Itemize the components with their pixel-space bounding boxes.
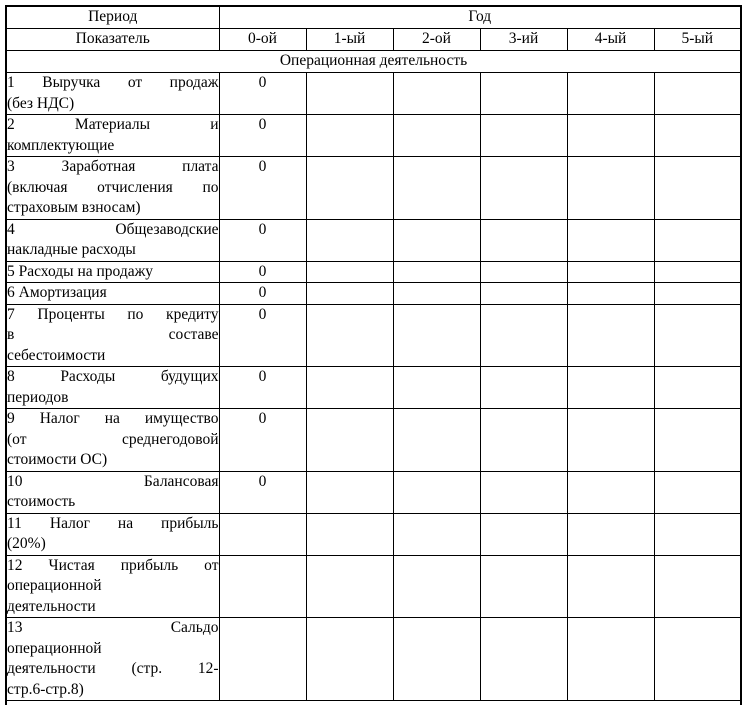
value-cell — [567, 283, 654, 305]
value-cell — [306, 219, 393, 261]
value-cell — [654, 513, 741, 555]
operational-activity-table — [5, 5, 742, 705]
year-header-cell: Год — [219, 6, 741, 29]
value-cell — [393, 409, 480, 472]
value-cell: 0 — [219, 409, 306, 472]
table-footer — [6, 701, 741, 705]
table-row — [6, 367, 741, 409]
value-cell — [480, 283, 567, 305]
value-cell — [393, 304, 480, 367]
table-row — [6, 283, 741, 305]
value-cell — [306, 618, 393, 701]
value-cell — [567, 555, 654, 618]
row-label: 7 Проценты по кредиту в составе себестоимости — [6, 304, 219, 367]
value-cell — [480, 513, 567, 555]
value-cell — [480, 115, 567, 157]
year-col-0: 0-ой — [219, 29, 306, 51]
value-cell — [306, 471, 393, 513]
value-cell — [393, 73, 480, 115]
value-cell: 0 — [219, 261, 306, 283]
value-cell — [306, 283, 393, 305]
value-cell — [219, 618, 306, 701]
value-cell — [567, 115, 654, 157]
value-cell: 0 — [219, 73, 306, 115]
value-cell — [393, 618, 480, 701]
row-label: 8 Расходы будущих периодов — [6, 367, 219, 409]
value-cell — [567, 73, 654, 115]
row-label: 11 Налог на прибыль (20%) — [6, 513, 219, 555]
value-cell — [567, 471, 654, 513]
row-label: 4 Общезаводские накладные расходы — [6, 219, 219, 261]
indicator-header-cell: Показатель — [6, 29, 219, 51]
value-cell — [219, 555, 306, 618]
table-row — [6, 115, 741, 157]
row-label: 10 Балансовая стоимость — [6, 471, 219, 513]
value-cell — [393, 115, 480, 157]
value-cell — [567, 367, 654, 409]
value-cell — [654, 283, 741, 305]
value-cell — [393, 157, 480, 220]
table-row — [6, 409, 741, 472]
value-cell: 0 — [219, 304, 306, 367]
value-cell — [393, 513, 480, 555]
value-cell: 0 — [219, 283, 306, 305]
value-cell — [654, 555, 741, 618]
section-title: Операционная деятельность — [6, 51, 741, 73]
value-cell: 0 — [219, 115, 306, 157]
value-cell — [567, 261, 654, 283]
table-row — [6, 618, 741, 701]
value-cell — [480, 409, 567, 472]
value-cell — [480, 618, 567, 701]
value-cell — [393, 471, 480, 513]
row-label: 5 Расходы на продажу — [6, 261, 219, 283]
value-cell — [480, 471, 567, 513]
value-cell — [306, 513, 393, 555]
value-cell — [654, 409, 741, 472]
section-header-row — [6, 51, 741, 73]
value-cell — [393, 555, 480, 618]
value-cell — [480, 367, 567, 409]
value-cell — [567, 618, 654, 701]
value-cell: 0 — [219, 157, 306, 220]
row-label: 13 Сальдо операционной деятельности (стр. 12- стр.6-стр.8) — [6, 618, 219, 701]
value-cell — [654, 219, 741, 261]
bottom-partial-row — [6, 701, 741, 705]
year-col-5: 5-ый — [654, 29, 741, 51]
row-label: 2 Материалы и комплектующие — [6, 115, 219, 157]
row-label: 12 Чистая прибыль от операционной деятельности — [6, 555, 219, 618]
value-cell — [654, 261, 741, 283]
table-row — [6, 304, 741, 367]
header-row-columns — [6, 29, 741, 51]
year-col-2: 2-ой — [393, 29, 480, 51]
value-cell — [480, 157, 567, 220]
value-cell — [480, 73, 567, 115]
value-cell — [306, 304, 393, 367]
value-cell — [654, 618, 741, 701]
value-cell — [219, 513, 306, 555]
value-cell — [654, 73, 741, 115]
table-row — [6, 513, 741, 555]
value-cell — [393, 283, 480, 305]
value-cell — [654, 471, 741, 513]
table-row — [6, 73, 741, 115]
value-cell — [480, 304, 567, 367]
table-header — [6, 6, 741, 73]
value-cell: 0 — [219, 219, 306, 261]
value-cell — [480, 555, 567, 618]
table-row — [6, 471, 741, 513]
period-header-cell: Период — [6, 6, 219, 29]
value-cell — [567, 409, 654, 472]
value-cell: 0 — [219, 471, 306, 513]
table-row — [6, 219, 741, 261]
row-label: 3 Заработная плата (включая отчисления по страховым взносам) — [6, 157, 219, 220]
value-cell — [567, 304, 654, 367]
value-cell — [654, 367, 741, 409]
year-col-1: 1-ый — [306, 29, 393, 51]
year-col-4: 4-ый — [567, 29, 654, 51]
value-cell — [306, 73, 393, 115]
value-cell — [306, 409, 393, 472]
value-cell — [393, 261, 480, 283]
row-label: 9 Налог на имущество (от среднегодовой стоимости ОС) — [6, 409, 219, 472]
value-cell — [306, 157, 393, 220]
value-cell — [393, 367, 480, 409]
row-label: 6 Амортизация — [6, 283, 219, 305]
value-cell — [393, 219, 480, 261]
bottom-partial-cell — [6, 701, 741, 705]
table-row — [6, 157, 741, 220]
value-cell — [654, 115, 741, 157]
value-cell — [480, 261, 567, 283]
value-cell — [567, 513, 654, 555]
year-col-3: 3-ий — [480, 29, 567, 51]
value-cell — [306, 115, 393, 157]
header-row-period — [6, 6, 741, 29]
table-row — [6, 555, 741, 618]
table-body — [6, 73, 741, 701]
table-row — [6, 261, 741, 283]
value-cell — [654, 157, 741, 220]
value-cell — [306, 367, 393, 409]
value-cell: 0 — [219, 367, 306, 409]
value-cell — [480, 219, 567, 261]
value-cell — [306, 261, 393, 283]
value-cell — [567, 157, 654, 220]
value-cell — [306, 555, 393, 618]
value-cell — [567, 219, 654, 261]
value-cell — [654, 304, 741, 367]
row-label: 1 Выручка от продаж (без НДС) — [6, 73, 219, 115]
